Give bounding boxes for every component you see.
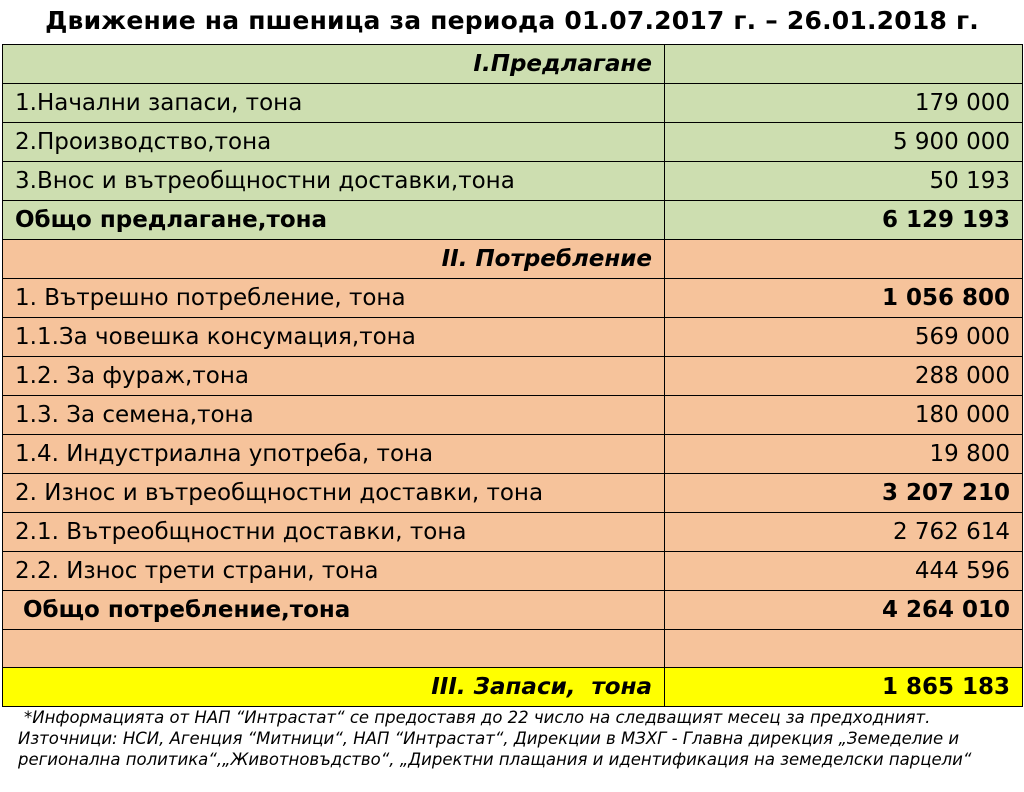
footnote-sources-cont: регионална политика“,„Животновъдство“, „Директни плащания и идентификация на земеделски парцели“ xyxy=(18,750,972,769)
row-label: 1.Начални запаси, тона xyxy=(3,84,665,123)
row-value: 444 596 xyxy=(665,552,1023,591)
table-row xyxy=(3,435,1023,474)
row-value: 3 207 210 xyxy=(665,474,1023,513)
empty-cell xyxy=(665,240,1023,279)
row-value: 180 000 xyxy=(665,396,1023,435)
row-label: 1.4. Индустриална употреба, тона xyxy=(3,435,665,474)
row-value: 1 865 183 xyxy=(665,668,1023,707)
section-header-consumption xyxy=(3,240,1023,279)
row-value: 1 056 800 xyxy=(665,279,1023,318)
supply-total-row xyxy=(3,201,1023,240)
table-row xyxy=(3,513,1023,552)
empty-cell xyxy=(3,630,665,668)
row-label: 1.1.За човешка консумация,тона xyxy=(3,318,665,357)
table-row xyxy=(3,396,1023,435)
table-row xyxy=(3,279,1023,318)
row-value: 569 000 xyxy=(665,318,1023,357)
row-value: 6 129 193 xyxy=(665,201,1023,240)
row-value: 19 800 xyxy=(665,435,1023,474)
table-row xyxy=(3,474,1023,513)
page-title: Движение на пшеница за периода 01.07.2017 г. – 26.01.2018 г. xyxy=(45,6,979,35)
row-value: 4 264 010 xyxy=(665,591,1023,630)
empty-cell xyxy=(665,45,1023,84)
consumption-total-row xyxy=(3,591,1023,630)
table-row xyxy=(3,123,1023,162)
row-value: 179 000 xyxy=(665,84,1023,123)
section-title: I.Предлагане xyxy=(3,45,665,84)
row-label: 2.2. Износ трети страни, тона xyxy=(3,552,665,591)
row-value: 288 000 xyxy=(665,357,1023,396)
section-header-supply xyxy=(3,45,1023,84)
empty-row xyxy=(3,630,1023,668)
wheat-balance-table xyxy=(2,44,1023,707)
row-label: 2. Износ и вътреобщностни доставки, тона xyxy=(3,474,665,513)
row-label: 1.3. За семена,тона xyxy=(3,396,665,435)
row-value: 5 900 000 xyxy=(665,123,1023,162)
section-title: II. Потребление xyxy=(3,240,665,279)
row-label: 2.Производство,тона xyxy=(3,123,665,162)
empty-cell xyxy=(665,630,1023,668)
row-label: III. Запаси, тона xyxy=(3,668,665,707)
table-row xyxy=(3,162,1023,201)
footnote-sources: Източници: НСИ, Агенция “Митници“, НАП “Интрастат“, Дирекции в МЗХГ - Главна дирекция „Земеделие и xyxy=(18,729,960,748)
footnote-intrastat: *Информацията от НАП “Интрастат“ се предоставя до 22 число на следващият месец за предходният. xyxy=(24,708,931,727)
row-label: 2.1. Вътреобщностни доставки, тона xyxy=(3,513,665,552)
row-label: 1.2. За фураж,тона xyxy=(3,357,665,396)
table-row xyxy=(3,357,1023,396)
row-value: 50 193 xyxy=(665,162,1023,201)
footnotes xyxy=(18,707,1018,770)
table-row xyxy=(3,84,1023,123)
row-value: 2 762 614 xyxy=(665,513,1023,552)
table-row xyxy=(3,552,1023,591)
row-label: Общо предлагане,тона xyxy=(3,201,665,240)
table-row xyxy=(3,318,1023,357)
row-label: 3.Внос и вътреобщностни доставки,тона xyxy=(3,162,665,201)
row-label: 1. Вътрешно потребление, тона xyxy=(3,279,665,318)
row-label: Общо потребление,тона xyxy=(3,591,665,630)
stocks-row xyxy=(3,668,1023,707)
